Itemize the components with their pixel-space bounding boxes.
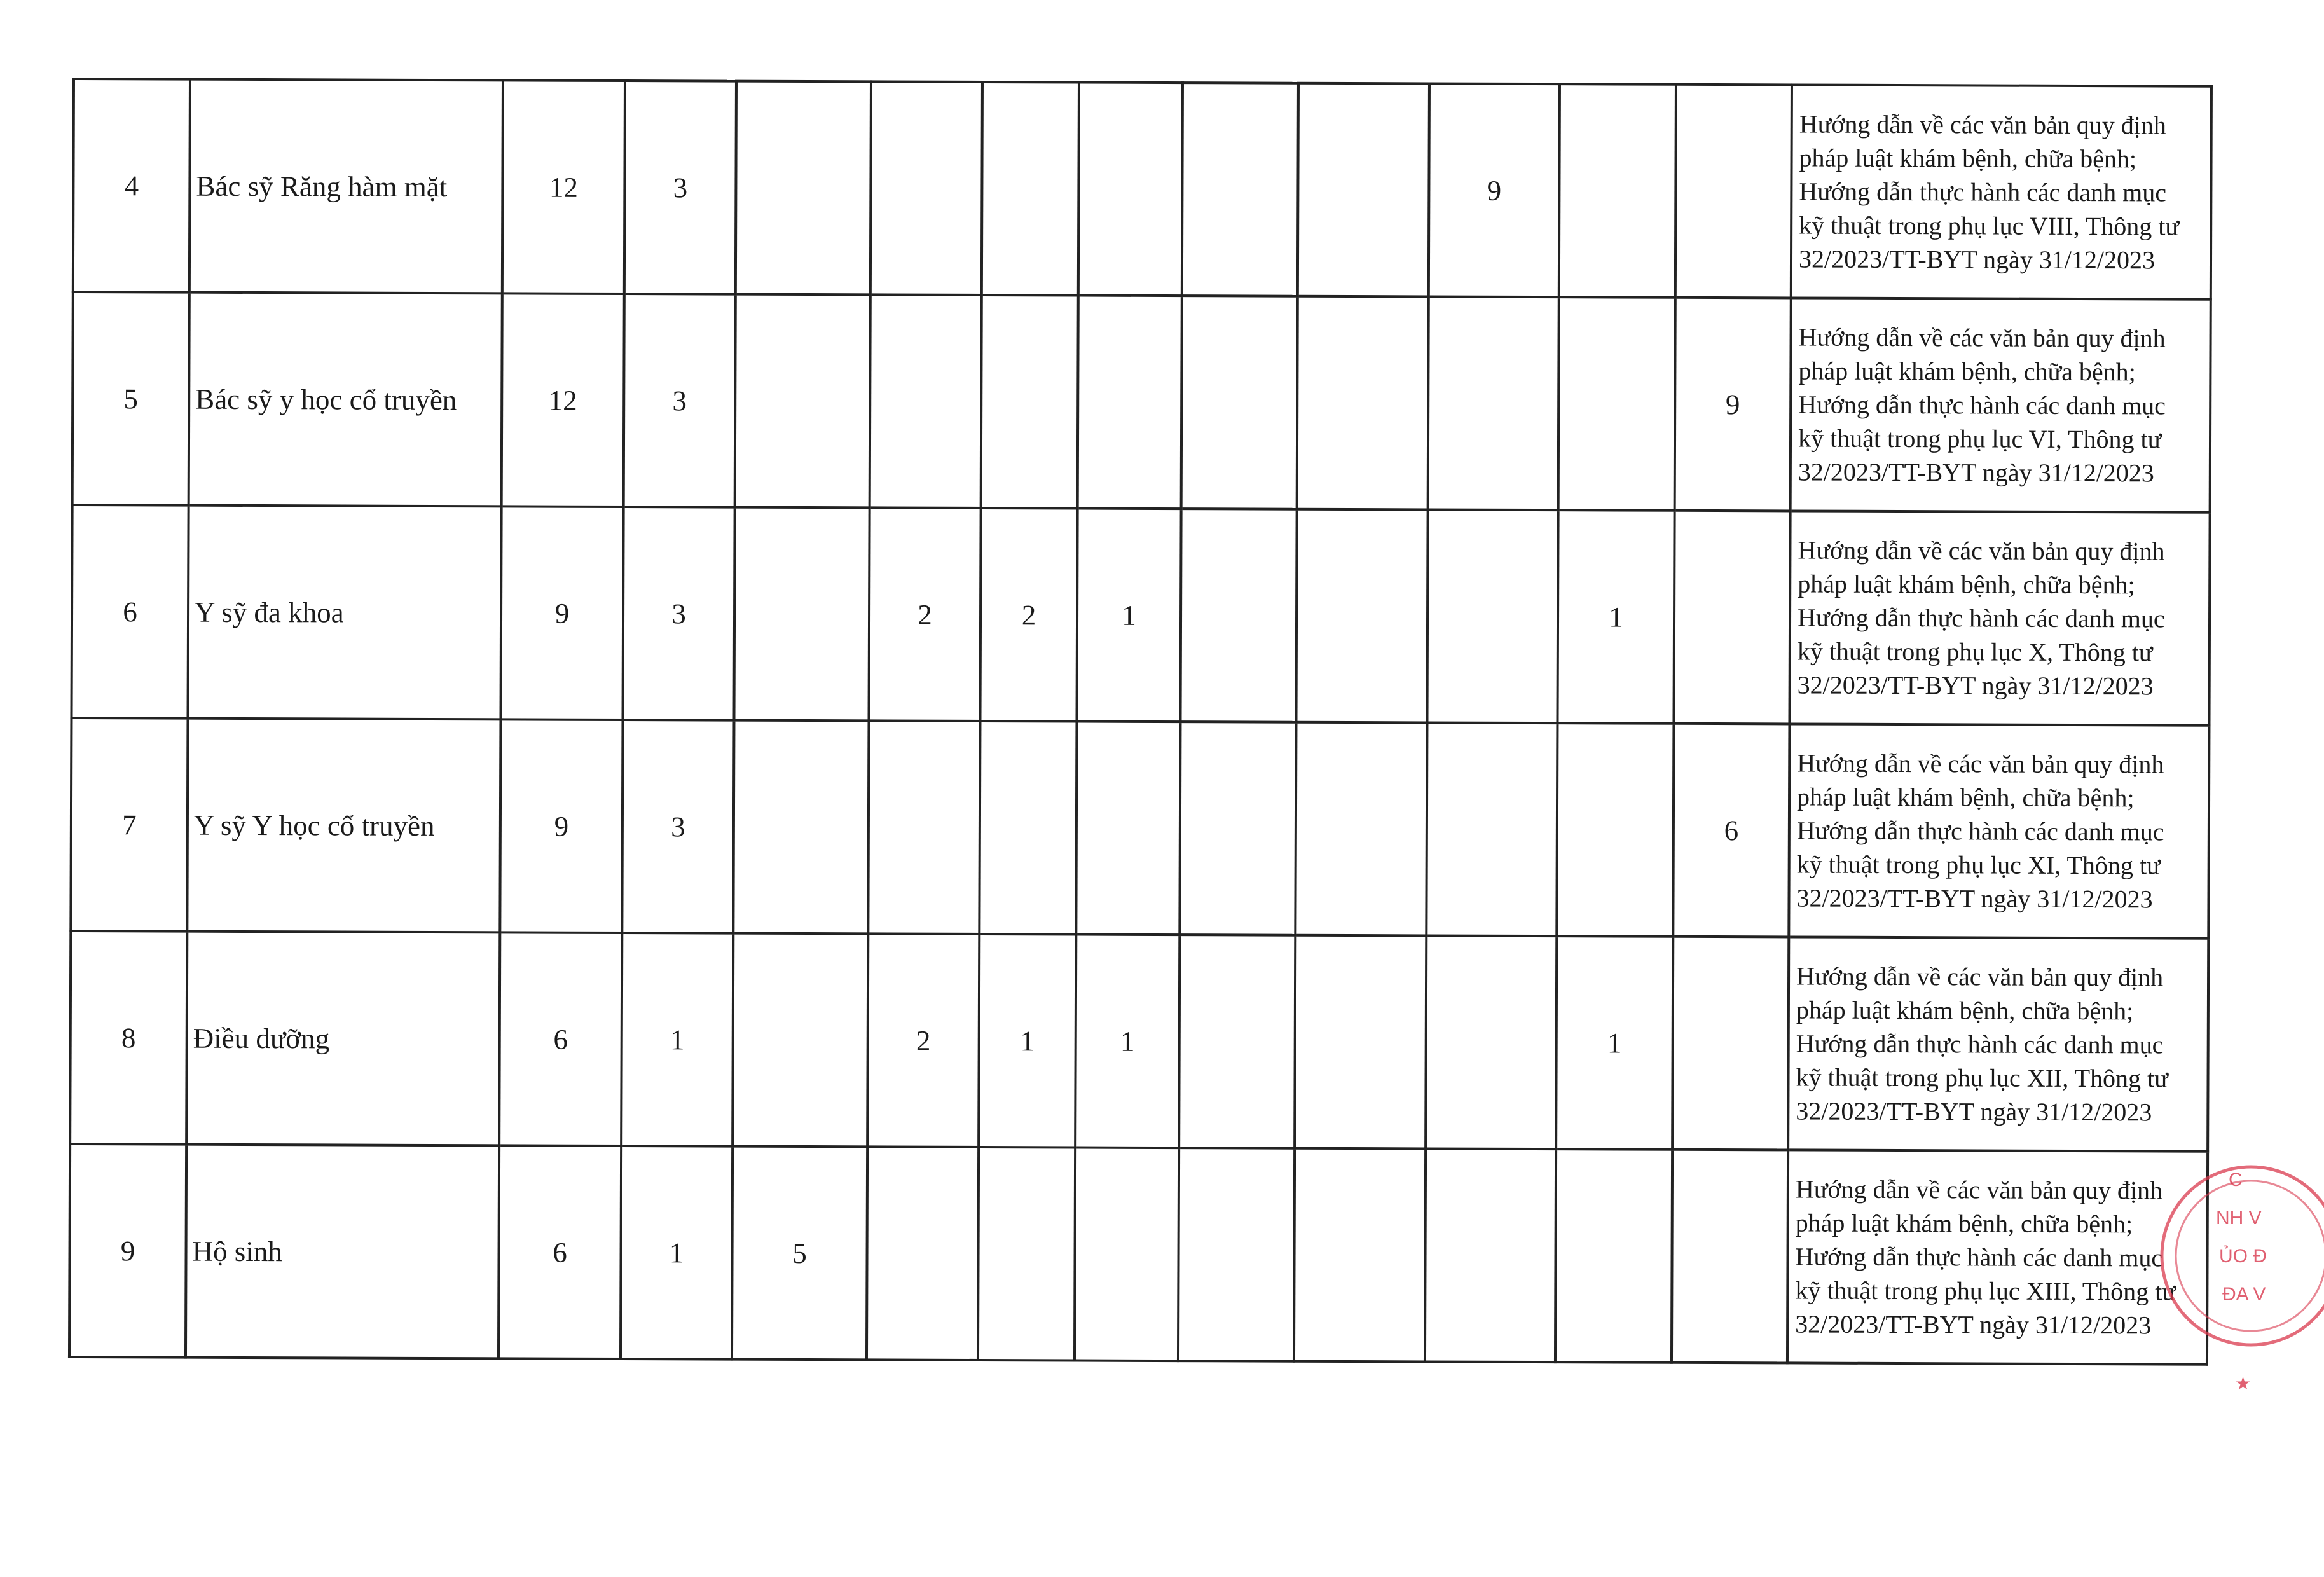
training-content-line: kỹ thuật trong phụ lục VIII, Thông tư — [1799, 210, 2180, 241]
training-content-line: 32/2023/TT-BYT ngày 31/12/2023 — [1796, 1096, 2152, 1127]
count-cell-c5 — [981, 295, 1078, 509]
training-content-line: Hướng dẫn về các văn bản quy định — [1799, 109, 2166, 140]
count-cell-c6: 1 — [1076, 509, 1181, 722]
position-name-cell: Bác sỹ y học cổ truyền — [189, 293, 502, 507]
row-number-cell: 4 — [73, 79, 190, 293]
training-content-line: pháp luật khám bệnh, chữa bệnh; — [1796, 995, 2134, 1026]
count-cell-c8 — [1297, 296, 1429, 510]
count-cell-c1: 12 — [502, 80, 625, 294]
position-name-cell: Y sỹ Y học cổ truyền — [187, 719, 500, 933]
count-cell-c1: 9 — [500, 506, 623, 720]
training-content-line: 32/2023/TT-BYT ngày 31/12/2023 — [1796, 883, 2153, 914]
count-cell-c5: 1 — [979, 934, 1076, 1148]
count-cell-c11: 9 — [1675, 298, 1791, 511]
stamp-text-fragment: ỦO Đ — [2219, 1246, 2267, 1267]
table-row — [69, 1144, 2208, 1365]
table-row — [73, 79, 2211, 300]
count-cell-c1: 9 — [500, 719, 622, 933]
count-cell-c9: 9 — [1429, 83, 1560, 297]
count-cell-c8 — [1295, 935, 1426, 1149]
training-content-cell — [1787, 1150, 2208, 1364]
count-cell-c9 — [1427, 509, 1558, 723]
training-content-line: Hướng dẫn về các văn bản quy định — [1797, 748, 2164, 779]
training-table — [68, 78, 2213, 1366]
table-row — [71, 718, 2209, 939]
position-name-cell: Điều dưỡng — [186, 932, 500, 1146]
count-cell-c6 — [1078, 296, 1182, 509]
count-cell-c3: 5 — [732, 1147, 867, 1360]
count-cell-c6 — [1075, 1148, 1179, 1361]
count-cell-c3 — [736, 81, 871, 295]
row-number-cell: 8 — [70, 931, 187, 1145]
count-cell-c4: 2 — [867, 933, 979, 1147]
stamp-text-fragment: C — [2229, 1169, 2243, 1190]
count-cell-c6 — [1078, 83, 1183, 296]
count-cell-c8 — [1296, 509, 1427, 723]
count-cell-c11 — [1674, 511, 1790, 724]
count-cell-c3 — [733, 720, 869, 934]
count-cell-c2: 3 — [624, 81, 736, 294]
count-cell-c9 — [1425, 1148, 1556, 1362]
training-content-line: pháp luật khám bệnh, chữa bệnh; — [1796, 782, 2135, 813]
count-cell-c3 — [735, 294, 870, 508]
training-content-line: Hướng dẫn thực hành các danh mục — [1797, 603, 2165, 633]
svg-text:★: ★ — [2235, 1374, 2252, 1394]
row-number-cell: 7 — [71, 718, 188, 932]
training-content-line: Hướng dẫn thực hành các danh mục — [1796, 1029, 2164, 1059]
count-cell-c8 — [1298, 83, 1429, 297]
count-cell-c7 — [1179, 722, 1296, 935]
count-cell-c7 — [1178, 1148, 1295, 1361]
row-number-cell: 6 — [71, 505, 188, 719]
position-name-cell: Y sỹ đa khoa — [188, 506, 501, 720]
training-content-cell — [1791, 298, 2211, 512]
training-content-line: 32/2023/TT-BYT ngày 31/12/2023 — [1798, 457, 2154, 488]
training-content-line: Hướng dẫn về các văn bản quy định — [1796, 961, 2164, 992]
count-cell-c5 — [978, 1147, 1075, 1361]
training-content-line: kỹ thuật trong phụ lục VI, Thông tư — [1798, 424, 2162, 454]
count-cell-c10: 1 — [1557, 510, 1674, 724]
stamp-text-fragment: NH V — [2216, 1208, 2262, 1229]
table-row — [71, 505, 2210, 726]
count-cell-c9 — [1428, 296, 1559, 510]
count-cell-c4 — [870, 294, 982, 508]
training-content-line: 32/2023/TT-BYT ngày 31/12/2023 — [1798, 244, 2156, 275]
count-cell-c11 — [1672, 1150, 1788, 1363]
count-cell-c5 — [982, 82, 1079, 296]
count-cell-c2: 3 — [622, 720, 734, 933]
stamp-text-fragment: ĐA V — [2222, 1284, 2266, 1305]
count-cell-c11 — [1672, 937, 1789, 1150]
training-content-line: pháp luật khám bệnh, chữa bệnh; — [1798, 569, 2135, 600]
row-number-cell: 9 — [69, 1144, 186, 1358]
count-cell-c9 — [1426, 722, 1557, 936]
training-content-line: Hướng dẫn thực hành các danh mục — [1799, 177, 2167, 207]
training-content-line: Hướng dẫn thực hành các danh mục — [1798, 390, 2166, 420]
count-cell-c10 — [1555, 1149, 1672, 1363]
position-name-cell: Hộ sinh — [186, 1145, 499, 1359]
count-cell-c1: 12 — [502, 293, 624, 507]
count-cell-c8 — [1295, 722, 1427, 936]
position-name-cell: Bác sỹ Răng hàm mặt — [189, 79, 503, 294]
table-row — [70, 931, 2208, 1152]
training-content-cell — [1789, 511, 2210, 725]
training-content-line: pháp luật khám bệnh, chữa bệnh; — [1799, 143, 2137, 174]
training-content-line: Hướng dẫn về các văn bản quy định — [1798, 535, 2165, 566]
training-content-line: Hướng dẫn thực hành các danh mục — [1795, 1242, 2163, 1272]
table-row — [72, 292, 2211, 513]
count-cell-c4: 2 — [869, 507, 980, 721]
count-cell-c7 — [1181, 296, 1298, 509]
training-content-line: kỹ thuật trong phụ lục X, Thông tư — [1797, 637, 2153, 667]
count-cell-c1: 6 — [498, 1145, 621, 1359]
training-content-line: Hướng dẫn về các văn bản quy định — [1795, 1174, 2163, 1205]
count-cell-c5: 2 — [980, 508, 1077, 722]
count-cell-c7 — [1180, 509, 1296, 722]
count-cell-c10 — [1557, 723, 1674, 937]
count-cell-c10 — [1559, 84, 1676, 298]
training-content-line: 32/2023/TT-BYT ngày 31/12/2023 — [1797, 670, 2154, 701]
count-cell-c11: 6 — [1673, 724, 1789, 937]
training-content-cell — [1788, 937, 2208, 1151]
count-cell-c5 — [979, 721, 1076, 935]
count-cell-c4 — [867, 1147, 979, 1360]
count-cell-c11 — [1675, 85, 1792, 298]
training-content-line: pháp luật khám bệnh, chữa bệnh; — [1795, 1208, 2133, 1239]
training-content-line: pháp luật khám bệnh, chữa bệnh; — [1798, 356, 2136, 387]
training-content-line: kỹ thuật trong phụ lục XII, Thông tư — [1796, 1063, 2168, 1093]
count-cell-c4 — [870, 81, 982, 295]
count-cell-c6 — [1076, 722, 1180, 935]
count-cell-c7 — [1182, 83, 1298, 296]
count-cell-c3 — [734, 507, 869, 721]
count-cell-c2: 3 — [624, 294, 736, 507]
count-cell-c10 — [1558, 297, 1675, 511]
training-content-cell — [1791, 85, 2211, 299]
training-content-cell — [1789, 724, 2209, 938]
count-cell-c1: 6 — [499, 932, 622, 1146]
training-content-line: kỹ thuật trong phụ lục XIII, Thông tư — [1795, 1276, 2176, 1306]
count-cell-c10: 1 — [1556, 936, 1673, 1150]
training-content-line: Hướng dẫn thực hành các danh mục — [1796, 816, 2164, 846]
row-number-cell: 5 — [72, 292, 189, 506]
count-cell-c3 — [732, 933, 868, 1147]
count-cell-c8 — [1294, 1148, 1426, 1362]
count-cell-c2: 3 — [622, 507, 734, 720]
count-cell-c6: 1 — [1075, 935, 1179, 1148]
table-body — [69, 79, 2211, 1365]
count-cell-c4 — [868, 720, 980, 934]
training-content-line: Hướng dẫn về các văn bản quy định — [1798, 322, 2166, 353]
count-cell-c2: 1 — [621, 933, 733, 1147]
count-cell-c7 — [1179, 935, 1295, 1148]
count-cell-c9 — [1426, 935, 1557, 1149]
training-content-line: kỹ thuật trong phụ lục XI, Thông tư — [1796, 850, 2161, 880]
count-cell-c2: 1 — [621, 1146, 732, 1360]
training-content-line: 32/2023/TT-BYT ngày 31/12/2023 — [1795, 1309, 2152, 1340]
